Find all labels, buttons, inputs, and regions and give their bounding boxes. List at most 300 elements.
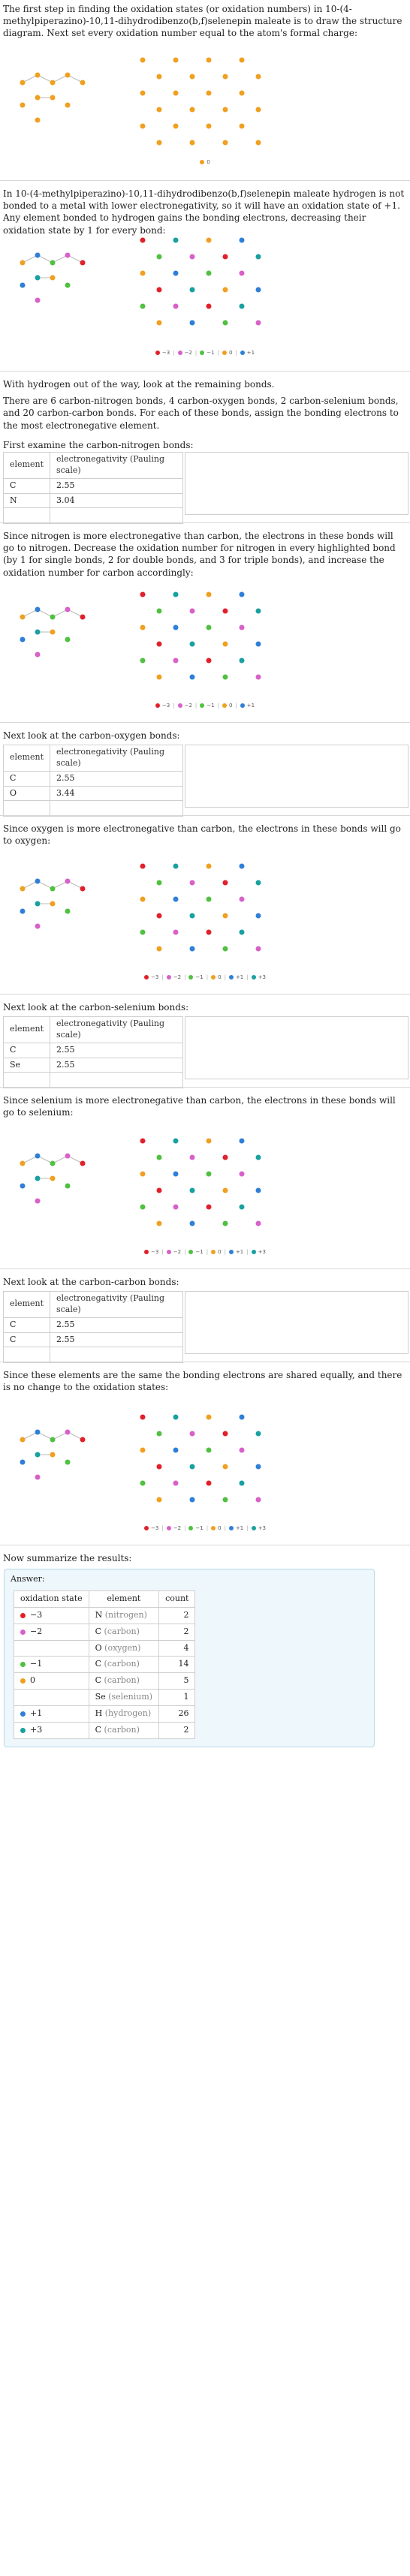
empty-cell <box>4 508 50 524</box>
element-cell: O <box>4 786 50 801</box>
atom-dot <box>35 1430 41 1435</box>
divider <box>0 180 410 181</box>
legend-label: 0 <box>218 1525 222 1531</box>
legend-dot-icon <box>211 1526 216 1530</box>
legend-2 <box>0 350 410 357</box>
atom-dot <box>50 1452 56 1458</box>
atom-dot <box>240 238 245 243</box>
empty-cell <box>4 1347 50 1363</box>
atom-dot <box>173 592 179 597</box>
empty-cell <box>4 1073 50 1088</box>
atom-dot <box>157 1221 162 1226</box>
atom-dot <box>173 58 179 63</box>
legend-item <box>155 350 170 357</box>
divider <box>0 1087 410 1088</box>
atom-dot <box>256 1155 261 1160</box>
atom-dot <box>190 913 195 919</box>
atom-dot <box>140 897 146 902</box>
atom-dot <box>80 886 86 892</box>
co-section <box>0 730 410 742</box>
atom-dot <box>207 592 212 597</box>
atom-dot <box>20 1437 26 1443</box>
legend-separator: | <box>217 350 219 356</box>
summary-row <box>14 1657 195 1673</box>
legend-item <box>229 974 243 981</box>
cc-bond-highlight-image <box>185 1291 408 1354</box>
legend-item <box>178 703 192 709</box>
atom-dot <box>190 1497 195 1503</box>
atom-dot <box>223 1155 228 1160</box>
atom-dot <box>157 254 162 260</box>
atom-dot <box>140 304 146 309</box>
answer-box <box>4 1569 375 1747</box>
state-value: −3 <box>30 1609 43 1620</box>
legend-label: 0 <box>228 703 233 709</box>
atom-dot <box>190 642 195 647</box>
legend-separator: | <box>224 974 226 980</box>
structure-diagram-4 <box>0 851 410 971</box>
atom-dot <box>223 254 228 260</box>
element-symbol: C <box>95 1724 102 1735</box>
cn-result-section <box>0 530 410 579</box>
state-dot-icon <box>20 1678 26 1684</box>
atom-dot <box>140 864 146 869</box>
atom-dot <box>140 124 146 129</box>
count-cell: 2 <box>159 1722 195 1738</box>
atom-dot <box>207 1172 212 1177</box>
atom-dot <box>35 652 41 658</box>
atom-dot <box>50 95 56 101</box>
atom-dot <box>35 879 41 884</box>
element-cell: C <box>4 1043 50 1058</box>
legend-4 <box>0 974 410 981</box>
legend-dot-icon <box>222 703 227 708</box>
legend-label: −3 <box>151 1525 159 1531</box>
atom-dot <box>65 283 71 288</box>
atom-dot <box>20 1161 26 1166</box>
atom-dot <box>223 642 228 647</box>
atom-dot <box>173 1448 179 1453</box>
co-result-text: Since oxygen is more electronegative than carbon, the electrons in these bonds will go to oxygen: <box>3 823 401 847</box>
element-header: element <box>4 453 50 479</box>
atom-dot <box>240 658 245 664</box>
co-electronegativity-table <box>3 745 183 817</box>
atom-dot <box>80 615 86 620</box>
atom-dot <box>140 592 146 597</box>
count-cell: 5 <box>159 1673 195 1690</box>
count-cell: 1 <box>159 1690 195 1706</box>
atom-dot <box>240 897 245 902</box>
legend-separator: | <box>184 1525 186 1531</box>
oxidation-state-header: oxidation state <box>14 1591 89 1608</box>
atom-dot <box>240 930 245 935</box>
atom-dot <box>223 320 228 326</box>
atom-dot <box>223 287 228 293</box>
atom-dot <box>35 118 41 123</box>
atom-dot <box>20 637 26 642</box>
legend-item <box>188 1525 203 1532</box>
element-header: element <box>4 1017 50 1043</box>
atom-dot <box>207 124 212 129</box>
legend-label: −3 <box>161 703 170 709</box>
atom-dot <box>223 913 228 919</box>
atom-dot <box>207 58 212 63</box>
legend-item <box>167 1249 181 1256</box>
atom-dot <box>173 238 179 243</box>
element-symbol: N <box>95 1609 103 1620</box>
atom-dot <box>65 1154 71 1159</box>
atom-dot <box>207 91 212 96</box>
atom-dot <box>223 1497 228 1503</box>
divider <box>0 371 410 372</box>
cc-electronegativity-table <box>3 1291 183 1363</box>
atom-dot <box>223 1221 228 1226</box>
legend-item <box>167 974 181 981</box>
atom-dot <box>190 320 195 326</box>
element-symbol: C <box>95 1659 102 1669</box>
element-cell <box>89 1640 158 1657</box>
atom-dot <box>35 901 41 907</box>
atom-dot <box>50 615 56 620</box>
atom-dot <box>173 930 179 935</box>
cse-result-section <box>0 1094 410 1118</box>
cse-bond-highlight-image <box>185 1016 408 1079</box>
oxidation-state-cell <box>14 1607 89 1624</box>
atom-dot <box>80 260 86 266</box>
atom-dot <box>35 1154 41 1159</box>
atom-dot <box>35 298 41 303</box>
co-bond-highlight-image <box>185 745 408 808</box>
atom-dot <box>140 1139 146 1144</box>
atom-dot <box>240 58 245 63</box>
atom-dot <box>35 607 41 612</box>
atom-dot <box>223 140 228 146</box>
atom-dot <box>256 1188 261 1193</box>
atom-dot <box>240 1172 245 1177</box>
atom-dot <box>207 864 212 869</box>
legend-item <box>200 350 214 357</box>
summary-row <box>14 1705 195 1722</box>
atom-dot <box>157 946 162 952</box>
atom-dot <box>140 271 146 276</box>
atom-dot <box>240 304 245 309</box>
state-dot-icon <box>20 1662 26 1667</box>
legend-item <box>200 159 210 166</box>
atom-dot <box>256 642 261 647</box>
atom-dot <box>207 897 212 902</box>
legend-item <box>252 1249 266 1256</box>
legend-separator: | <box>217 703 219 709</box>
divider <box>0 1268 410 1269</box>
atom-dot <box>50 260 56 266</box>
legend-dot-icon <box>167 1250 171 1254</box>
legend-label: +1 <box>246 350 255 356</box>
atom-dot <box>173 124 179 129</box>
state-value: 0 <box>30 1675 35 1686</box>
atom-dot <box>35 630 41 635</box>
atom-dot <box>173 91 179 96</box>
atom-dot <box>35 1475 41 1480</box>
structure-diagram-1 <box>0 45 410 158</box>
oxidation-summary-table <box>14 1590 195 1739</box>
atom-dot <box>173 1205 179 1210</box>
legend-separator: | <box>173 703 175 709</box>
cc-intro-text: Next look at the carbon-carbon bonds: <box>3 1277 179 1287</box>
legend-label: +3 <box>258 1525 266 1531</box>
atom-dot <box>140 1481 146 1486</box>
atom-dot <box>240 271 245 276</box>
atom-dot <box>256 74 261 80</box>
element-cell: Se <box>4 1058 50 1073</box>
legend-item <box>240 703 255 709</box>
legend-dot-icon <box>240 351 245 355</box>
state-dot-icon <box>20 1711 26 1717</box>
electronegativity-header: electronegativity (Pauling scale) <box>50 453 182 479</box>
element-header: element <box>89 1591 158 1608</box>
atom-dot <box>65 909 71 914</box>
legend-item <box>144 974 158 981</box>
atom-dot <box>140 1172 146 1177</box>
molecule-svg <box>0 1126 410 1246</box>
atom-dot <box>190 1464 195 1470</box>
intro-section <box>0 3 410 40</box>
legend-separator: | <box>206 1525 209 1531</box>
atom-dot <box>256 675 261 680</box>
legend-item <box>155 703 170 709</box>
legend-separator: | <box>194 703 197 709</box>
atom-dot <box>65 1460 71 1465</box>
atom-dot <box>240 91 245 96</box>
atom-dot <box>50 886 56 892</box>
cse-result-text: Since selenium is more electronegative than carbon, the electrons in these bonds will go to selenium: <box>3 1095 396 1118</box>
element-symbol: Se <box>95 1692 106 1702</box>
legend-dot-icon <box>188 1250 193 1254</box>
atom-dot <box>157 107 162 113</box>
atom-dot <box>20 260 26 266</box>
atom-dot <box>207 658 212 664</box>
legend-dot-icon <box>229 975 234 980</box>
legend-separator: | <box>224 1249 226 1255</box>
cse-electronegativity-table <box>3 1016 183 1088</box>
summary-row <box>14 1690 195 1706</box>
count-cell: 2 <box>159 1624 195 1640</box>
atom-dot <box>256 254 261 260</box>
element-name: (nitrogen) <box>102 1609 147 1620</box>
atom-dot <box>240 1481 245 1486</box>
legend-label: −2 <box>173 974 182 980</box>
legend-6 <box>0 1525 410 1532</box>
oxidation-state-cell <box>14 1722 89 1738</box>
atom-dot <box>50 630 56 635</box>
atom-dot <box>190 609 195 614</box>
structure-diagram-2 <box>0 225 410 345</box>
legend-label: 0 <box>207 159 210 165</box>
atom-dot <box>223 880 228 886</box>
empty-cell <box>50 801 182 817</box>
atom-dot <box>207 1139 212 1144</box>
legend-label: −1 <box>195 974 203 980</box>
atom-dot <box>240 592 245 597</box>
atom-dot <box>65 607 71 612</box>
remaining-bonds-text: With hydrogen out of the way, look at the remaining bonds. <box>3 379 275 390</box>
molecule-svg <box>0 45 410 158</box>
atom-dot <box>190 946 195 952</box>
electronegativity-header: electronegativity (Pauling scale) <box>50 1292 182 1318</box>
element-name: (selenium) <box>105 1692 153 1702</box>
legend-label: +1 <box>246 703 255 709</box>
atom-dot <box>207 304 212 309</box>
structure-diagram-3 <box>0 579 410 700</box>
element-symbol: H <box>95 1708 103 1718</box>
atom-dot <box>256 880 261 886</box>
legend-item <box>229 1525 243 1532</box>
legend-label: +3 <box>258 1249 266 1255</box>
atom-dot <box>207 1481 212 1486</box>
legend-label: −1 <box>207 703 215 709</box>
legend-label: 0 <box>218 974 222 980</box>
legend-dot-icon <box>211 975 216 980</box>
element-cell: N <box>4 493 50 508</box>
summary-row <box>14 1624 195 1640</box>
legend-1 <box>0 159 410 166</box>
legend-dot-icon <box>200 160 204 164</box>
legend-item <box>144 1525 158 1532</box>
element-name: (hydrogen) <box>102 1708 152 1718</box>
atom-dot <box>65 253 71 258</box>
legend-item <box>188 1249 203 1256</box>
atom-dot <box>223 1188 228 1193</box>
atom-dot <box>190 254 195 260</box>
state-value: +1 <box>30 1708 43 1718</box>
atom-dot <box>50 1437 56 1443</box>
atom-dot <box>223 609 228 614</box>
legend-item <box>252 1525 266 1532</box>
atom-dot <box>207 271 212 276</box>
atom-dot <box>256 1464 261 1470</box>
atom-dot <box>50 1161 56 1166</box>
atom-dot <box>140 625 146 630</box>
atom-dot <box>256 1221 261 1226</box>
atom-dot <box>256 107 261 113</box>
legend-dot-icon <box>200 351 204 355</box>
atom-dot <box>20 80 26 86</box>
legend-dot-icon <box>144 1526 149 1530</box>
atom-dot <box>157 1497 162 1503</box>
atom-dot <box>50 901 56 907</box>
atom-dot <box>207 1448 212 1453</box>
oxidation-state-cell <box>14 1640 89 1657</box>
atom-dot <box>157 880 162 886</box>
legend-separator: | <box>246 1525 249 1531</box>
element-cell <box>89 1624 158 1640</box>
atom-dot <box>190 74 195 80</box>
divider <box>0 522 410 523</box>
legend-separator: | <box>224 1525 226 1531</box>
value-cell: 3.04 <box>50 493 182 508</box>
atom-dot <box>50 1176 56 1181</box>
state-value: −1 <box>30 1659 43 1669</box>
atom-dot <box>223 946 228 952</box>
atom-dot <box>207 930 212 935</box>
count-cell: 2 <box>159 1607 195 1624</box>
cn-result-text: Since nitrogen is more electronegative than carbon, the electrons in these bonds will go to nitrogen. Decrease the oxidation number for nitrogen in every highlighted bond (by 1 for single bonds, 2 for double bonds, and 3 for triple bonds), and increase the oxidation number for carbon accordingly: <box>3 531 396 578</box>
legend-dot-icon <box>144 1250 149 1254</box>
atom-dot <box>35 1176 41 1181</box>
empty-cell <box>50 1347 182 1363</box>
atom-dot <box>240 864 245 869</box>
atom-dot <box>207 1415 212 1420</box>
value-cell: 2.55 <box>50 1043 182 1058</box>
element-symbol: C <box>95 1675 102 1686</box>
summary-row <box>14 1673 195 1690</box>
legend-label: −1 <box>195 1249 203 1255</box>
legend-dot-icon <box>222 351 227 355</box>
atom-dot <box>35 95 41 101</box>
state-value: −2 <box>30 1626 43 1636</box>
count-cell: 4 <box>159 1640 195 1657</box>
legend-separator: | <box>206 974 209 980</box>
legend-label: +1 <box>235 1249 244 1255</box>
legend-dot-icon <box>252 1526 256 1530</box>
legend-dot-icon <box>188 975 193 980</box>
atom-dot <box>223 1464 228 1470</box>
legend-item <box>188 974 203 981</box>
atom-dot <box>20 886 26 892</box>
divider <box>0 994 410 995</box>
atom-dot <box>80 1437 86 1443</box>
legend-label: −3 <box>151 1249 159 1255</box>
legend-label: −2 <box>173 1249 182 1255</box>
value-cell: 2.55 <box>50 1332 182 1347</box>
legend-dot-icon <box>144 975 149 980</box>
atom-dot <box>157 1155 162 1160</box>
legend-separator: | <box>161 974 164 980</box>
state-dot-icon <box>20 1613 26 1618</box>
atom-dot <box>190 1188 195 1193</box>
empty-cell <box>50 1073 182 1088</box>
atom-dot <box>223 74 228 80</box>
divider <box>0 722 410 723</box>
atom-dot <box>35 253 41 258</box>
atom-dot <box>65 103 71 108</box>
atom-dot <box>190 880 195 886</box>
legend-item <box>144 1249 158 1256</box>
atom-dot <box>157 1464 162 1470</box>
element-cell: C <box>4 1317 50 1332</box>
element-header: element <box>4 1292 50 1318</box>
element-cell <box>89 1722 158 1738</box>
legend-item <box>178 350 192 357</box>
atom-dot <box>20 283 26 288</box>
atom-dot <box>157 642 162 647</box>
atom-dot <box>65 1430 71 1435</box>
count-cell: 26 <box>159 1705 195 1722</box>
atom-dot <box>140 1205 146 1210</box>
atom-dot <box>140 238 146 243</box>
atom-dot <box>190 1431 195 1437</box>
legend-label: +3 <box>258 974 266 980</box>
atom-dot <box>256 320 261 326</box>
atom-dot <box>240 124 245 129</box>
element-name: (carbon) <box>101 1626 140 1636</box>
empty-cell <box>50 508 182 524</box>
atom-dot <box>256 913 261 919</box>
oxidation-state-cell <box>14 1705 89 1722</box>
atom-dot <box>157 74 162 80</box>
co-intro-text: Next look at the carbon-oxygen bonds: <box>3 730 180 741</box>
summary-section <box>0 1552 410 1564</box>
element-cell <box>89 1657 158 1673</box>
